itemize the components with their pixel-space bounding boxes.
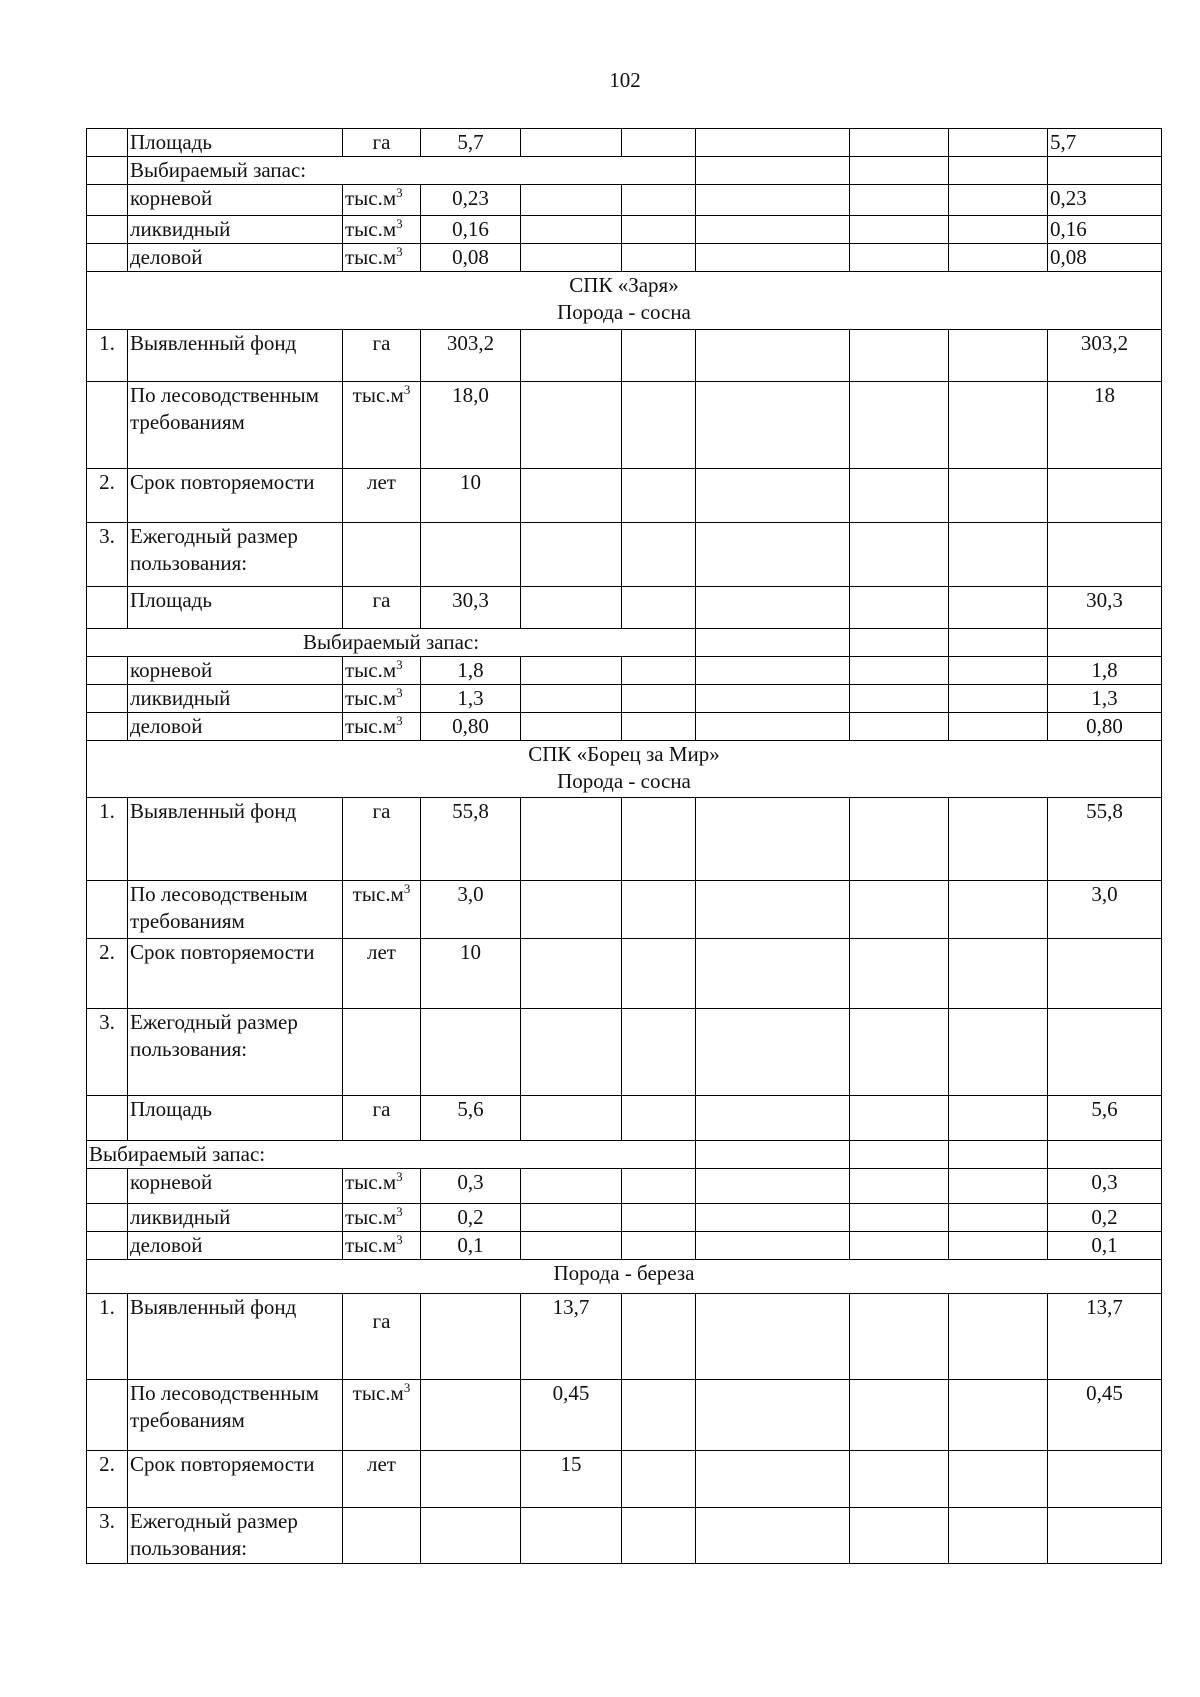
unit-thousand-m3: $тыс.м^3$ — [343, 657, 421, 685]
root-label: корневой — [128, 657, 343, 685]
unit-thousand-m3: $тыс.м^3$ — [343, 685, 421, 713]
silvicultural-value: 3,0 — [421, 881, 521, 939]
species-label: Порода - береза — [87, 1260, 1162, 1294]
silvicultural-total: 18 — [1048, 382, 1162, 469]
repeat-period-value: 10 — [421, 469, 521, 523]
species-label: Порода - сосна — [557, 769, 691, 793]
liquid-total: 0,16 — [1048, 216, 1162, 244]
business-label: деловой — [128, 713, 343, 741]
table-row — [87, 629, 1162, 657]
table-row — [87, 129, 1162, 157]
annual-use-label: Ежегодный размер пользования: — [128, 1009, 343, 1096]
table-row — [87, 1009, 1162, 1096]
silvicultural-total: 3,0 — [1048, 881, 1162, 939]
unit-ha: га — [343, 1294, 421, 1380]
row-number: 2. — [87, 1451, 128, 1508]
unit-thousand-m3: $тыс.м^3$ — [343, 1380, 421, 1451]
repeat-period-value: 15 — [521, 1451, 622, 1508]
unit-thousand-m3: $тыс.м^3$ — [343, 185, 421, 216]
business-total: 0,08 — [1048, 244, 1162, 272]
silvicultural-label: По лесоводственным требованиям — [128, 382, 343, 469]
silvicultural-value: 0,45 — [521, 1380, 622, 1451]
table-row — [87, 1204, 1162, 1232]
area-total: 5,7 — [1048, 129, 1162, 157]
business-value: 0,80 — [421, 713, 521, 741]
page-number: 102 — [609, 68, 641, 92]
liquid-value: 0,16 — [421, 216, 521, 244]
unit-years: лет — [343, 939, 421, 1009]
unit-thousand-m3: $тыс.м^3$ — [343, 881, 421, 939]
section-header — [87, 272, 1162, 330]
row-number: 2. — [87, 469, 128, 523]
table-row — [87, 1451, 1162, 1508]
table-row — [87, 216, 1162, 244]
root-value: 0,23 — [421, 185, 521, 216]
root-total: 1,8 — [1048, 657, 1162, 685]
identified-fund-label: Выявленный фонд — [128, 330, 343, 382]
root-total: 0,23 — [1048, 185, 1162, 216]
liquid-label: ликвидный — [128, 1204, 343, 1232]
liquid-total: 0,2 — [1048, 1204, 1162, 1232]
table-row — [87, 1141, 1162, 1169]
identified-fund-value: 55,8 — [421, 798, 521, 881]
business-label: деловой — [128, 244, 343, 272]
table-row — [87, 685, 1162, 713]
repeat-period-label: Срок повторяемости — [128, 1451, 343, 1508]
forest-use-table — [86, 128, 1162, 1564]
root-value: 1,8 — [421, 657, 521, 685]
silvicultural-total: 0,45 — [1048, 1380, 1162, 1451]
table-row — [87, 469, 1162, 523]
table-row — [87, 330, 1162, 382]
row-number: 3. — [87, 1009, 128, 1096]
root-label: корневой — [128, 1169, 343, 1204]
table-row — [87, 1294, 1162, 1380]
identified-fund-label: Выявленный фонд — [128, 798, 343, 881]
table-row — [87, 657, 1162, 685]
unit-ha: га — [343, 1096, 421, 1141]
repeat-period-label: Срок повторяемости — [128, 469, 343, 523]
area-value: 5,6 — [421, 1096, 521, 1141]
identified-fund-value: 13,7 — [521, 1294, 622, 1380]
table-row — [87, 1380, 1162, 1451]
business-label: деловой — [128, 1232, 343, 1260]
area-label: Площадь — [128, 1096, 343, 1141]
silvicultural-label: По лесоводственным требованиям — [128, 1380, 343, 1451]
silvicultural-value: 18,0 — [421, 382, 521, 469]
unit-thousand-m3: $тыс.м^3$ — [343, 1232, 421, 1260]
table-row — [87, 244, 1162, 272]
unit-thousand-m3: $тыс.м^3$ — [343, 216, 421, 244]
liquid-label: ликвидный — [128, 216, 343, 244]
business-value: 0,1 — [421, 1232, 521, 1260]
liquid-label: ликвидный — [128, 685, 343, 713]
area-total: 5,6 — [1048, 1096, 1162, 1141]
annual-use-label: Ежегодный размер пользования: — [128, 523, 343, 587]
section-title: СПК «Заря» — [569, 273, 679, 297]
row-number: 3. — [87, 1508, 128, 1564]
table-row — [87, 1232, 1162, 1260]
row-number: 1. — [87, 1294, 128, 1380]
root-value: 0,3 — [421, 1169, 521, 1204]
row-number: 2. — [87, 939, 128, 1009]
unit-years: лет — [343, 469, 421, 523]
table-row — [87, 881, 1162, 939]
unit-ha: га — [343, 798, 421, 881]
silvicultural-label: По лесоводственым требованиям — [128, 881, 343, 939]
area-value: 5,7 — [421, 129, 521, 157]
unit-thousand-m3: $тыс.м^3$ — [343, 244, 421, 272]
business-total: 0,80 — [1048, 713, 1162, 741]
liquid-total: 1,3 — [1048, 685, 1162, 713]
table-row — [87, 587, 1162, 629]
annual-use-label: Ежегодный размер пользования: — [128, 1508, 343, 1564]
liquid-value: 1,3 — [421, 685, 521, 713]
table-row — [87, 798, 1162, 881]
identified-fund-total: 303,2 — [1048, 330, 1162, 382]
section-header — [87, 741, 1162, 798]
table-row — [87, 713, 1162, 741]
table-row — [87, 1096, 1162, 1141]
row-number: 1. — [87, 798, 128, 881]
unit-thousand-m3: $тыс.м^3$ — [343, 1169, 421, 1204]
root-total: 0,3 — [1048, 1169, 1162, 1204]
area-value: 30,3 — [421, 587, 521, 629]
unit-ha: га — [343, 330, 421, 382]
identified-fund-total: 55,8 — [1048, 798, 1162, 881]
extracted-stock-label: Выбираемый запас: — [87, 629, 696, 657]
unit-thousand-m3: $тыс.м^3$ — [343, 713, 421, 741]
table-row — [87, 382, 1162, 469]
section-header — [87, 1260, 1162, 1294]
identified-fund-label: Выявленный фонд — [128, 1294, 343, 1380]
unit-thousand-m3: $тыс.м^3$ — [343, 382, 421, 469]
species-label: Порода - сосна — [557, 300, 691, 324]
extracted-stock-label: Выбираемый запас: — [128, 157, 696, 185]
liquid-value: 0,2 — [421, 1204, 521, 1232]
table-row — [87, 523, 1162, 587]
area-total: 30,3 — [1048, 587, 1162, 629]
unit-ha: га — [343, 129, 421, 157]
identified-fund-value: 303,2 — [421, 330, 521, 382]
root-label: корневой — [128, 185, 343, 216]
repeat-period-value: 10 — [421, 939, 521, 1009]
table-row — [87, 185, 1162, 216]
unit-thousand-m3: $тыс.м^3$ — [343, 1204, 421, 1232]
extracted-stock-label: Выбираемый запас: — [87, 1141, 696, 1169]
unit-ha: га — [343, 587, 421, 629]
business-value: 0,08 — [421, 244, 521, 272]
table-row — [87, 1508, 1162, 1564]
area-label: Площадь — [128, 587, 343, 629]
business-total: 0,1 — [1048, 1232, 1162, 1260]
table-row — [87, 939, 1162, 1009]
area-label: Площадь — [128, 129, 343, 157]
row-number: 3. — [87, 523, 128, 587]
identified-fund-total: 13,7 — [1048, 1294, 1162, 1380]
section-title: СПК «Борец за Мир» — [528, 742, 720, 766]
unit-years: лет — [343, 1451, 421, 1508]
row-number: 1. — [87, 330, 128, 382]
repeat-period-label: Срок повторяемости — [128, 939, 343, 1009]
table-row — [87, 1169, 1162, 1204]
table-row — [87, 157, 1162, 185]
